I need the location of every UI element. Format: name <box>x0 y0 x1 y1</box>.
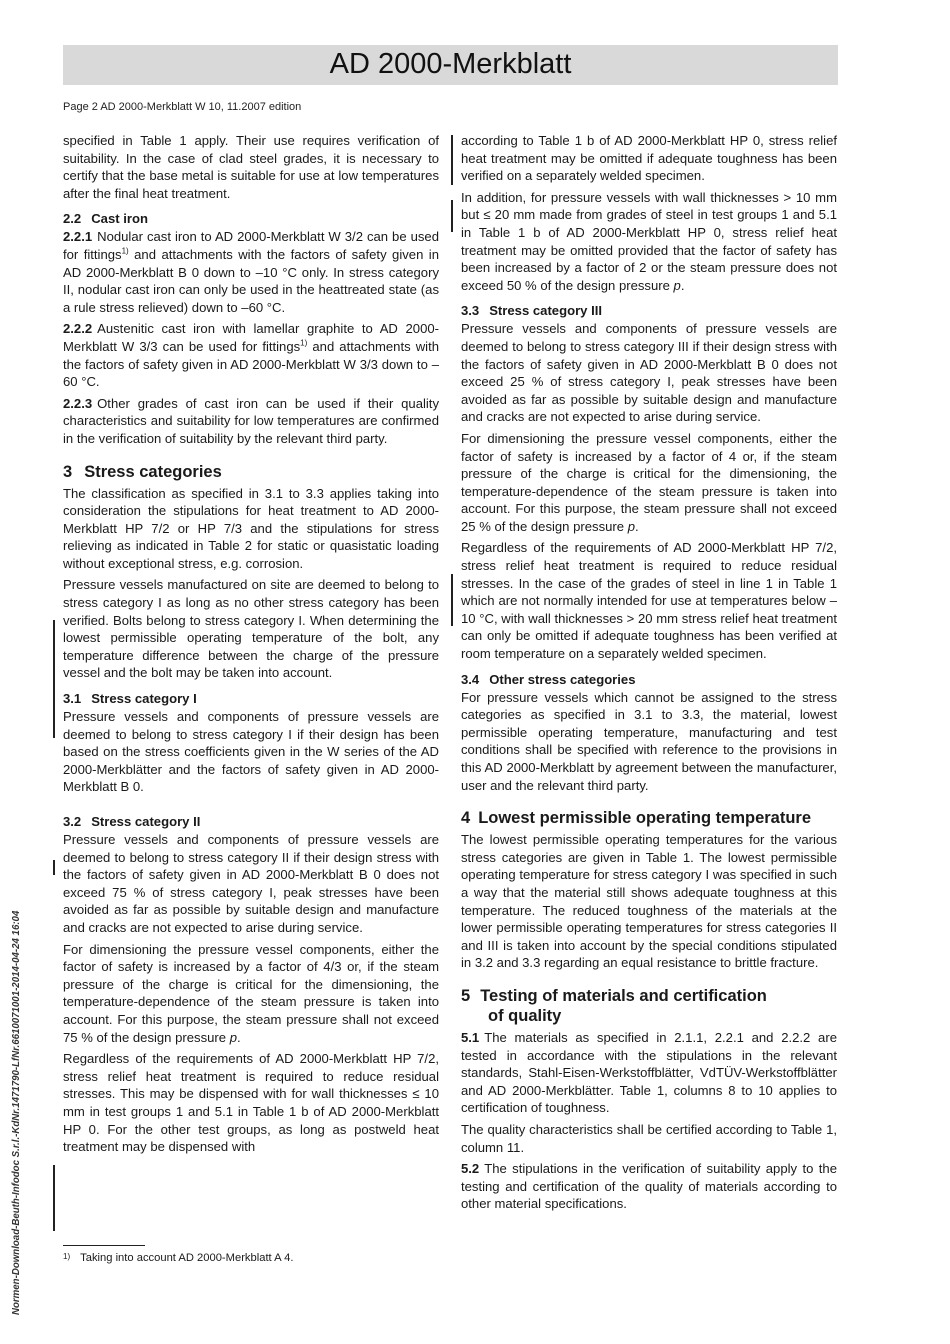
paragraph: The classification as specified in 3.1 to 3.3 applies taking into consideration the stipulations for heat treatment to AD 2000-Merkblatt HP 7/2 or HP 7/3 and the stipulations for stress relieving as indicated in Table 2 for static or quasistatic loading without exceptional stress, e.g. corrosion. <box>63 485 439 571</box>
paragraph-5-2: 5.2 The stipulations in the verification of suitability apply to the testing and certification of the quality of materials according to other material specifications. <box>461 1161 837 1212</box>
paragraph: For pressure vessels which cannot be assigned to the stress categories as specified in 3.1 to 3.3, the material, lowest permissible operating temperature, manufacturing and test conditions shall be specified with reference to the provisions in this AD 2000-Merkblatt by agreement between the manufacturer, user and the relevant third party. <box>461 689 837 793</box>
left-column <box>63 132 439 1160</box>
header-band <box>63 45 838 85</box>
paragraph: according to Table 1 b of AD 2000-Merkblatt HP 0, stress relief heat treatment may be omitted if adequate toughness has been verified on a separately welded specimen. <box>461 133 837 184</box>
paragraph-5-1: 5.1 The materials as specified in 2.1.1, 2.2.1 and 2.2.2 are tested in accordance with the stipulations in the relevant standards, Stahl-Eisen-Werkstoffblätter, VdTÜV-Werkstoffblätter and AD 2000-Merkblätter. Table 1, columns 8 to 10 applies to certification of toughness. <box>461 1029 837 1116</box>
section-heading-3-3: 3.3 Stress category III <box>461 303 603 319</box>
section-heading-2-2: 2.2 Cast iron <box>63 211 148 227</box>
paragraph: Pressure vessels manufactured on site are deemed to belong to stress category I as long as no other stress category has been verified. Bolts belong to stress category I. When determining the lowest permissible operating temperature of the bolt, any temperature difference between the charge of the pressure vessel and the bolt may be taken into account. <box>63 577 439 681</box>
change-bar <box>451 135 453 185</box>
change-bar <box>451 574 453 626</box>
paragraph: In addition, for pressure vessels with wall thicknesses > 10 mm but ≤ 20 mm made from grades of steel in test groups 1 and 5.1 in Table 1 b of AD 2000-Merkblatt HP 0, stress relief heat treatment may be omitted provided that the factor of safety has been increased by a factor of 2 or the steam pressure does not exceed 50 % of the design pressure p. <box>461 189 837 293</box>
section-heading-3-4: 3.4 Other stress categories <box>461 671 636 687</box>
right-column <box>461 132 837 1217</box>
paragraph: The quality characteristics shall be certified according to Table 1, column 11. <box>461 1121 837 1155</box>
paragraph: Pressure vessels and components of pressure vessels are deemed to belong to stress category II if their design stress with the factors of safety given in AD 2000-Merkblatt B 0 does not exceed 75 % of stress category I, peak stresses have been avoided as far as possible by suitable design and manufacture and cracks are not expected to arise during service. <box>63 832 439 935</box>
paragraph-2-2-2: 2.2.2 Austenitic cast iron with lamellar graphite to AD 2000-Merkblatt W 3/3 can be used for fittings$^{1)}$ and attachments with the factors of safety given in AD 2000-Merkblatt W 3/3 down to –60 °C. <box>63 321 439 390</box>
section-heading-3-2: 3.2 Stress category II <box>63 814 201 829</box>
footnote-ref[interactable]: 1) <box>300 338 308 348</box>
section-heading-3-1: 3.1 Stress category I <box>63 691 197 707</box>
section-heading-3: 3 Stress categories <box>63 462 222 481</box>
section-heading-5: 5 Testing of materials and certification of quality <box>461 986 767 1025</box>
paragraph: specified in Table 1 apply. Their use requires verification of suitability. In the case of clad steel grades, it is necessary to certify that the base metal is suitable for use at low temperatures after the final heat treatment. <box>63 133 439 201</box>
footnote: $^{1)}$ Taking into account AD 2000-Merkblatt A 4. <box>63 1252 294 1264</box>
change-bar <box>53 620 55 738</box>
paragraph: Regardless of the requirements of AD 2000-Merkblatt HP 7/2, stress relief heat treatment is required to reduce residual stresses. In the case of the grades of steel in line 1 in Table 1 which are not normally intended for use at temperatures below –10 °C, with wall thicknesses > 20 mm stress relief heat treatment can only be omitted if adequate toughness has been verified at room temperature on a separately welded specimen. <box>461 540 837 662</box>
paragraph: For dimensioning the pressure vessel components, either the factor of safety is increased by a factor of 4/3 or, if the steam pressure of the charge is critical for the dimensioning, the temperature-dependence of the steam pressure is taken into account. For this purpose, the steam pressure shall not exceed 75 % of the design pressure p. <box>63 941 439 1045</box>
footnote-ref[interactable]: 1) <box>121 246 129 256</box>
change-bar <box>53 860 55 875</box>
section-heading-4: 4 Lowest permissible operating temperature <box>461 809 812 828</box>
paragraph: For dimensioning the pressure vessel components, either the factor of safety is increased by a factor of 4 or, if the steam pressure of the charge is critical for the dimensioning, the temperature-dependence of the steam pressure is taken into account. For this purpose, the steam pressure shall not exceed 25 % of the design pressure p. <box>461 430 837 534</box>
document-title: AD 2000-Merkblatt <box>329 48 572 80</box>
footnote-rule <box>63 1245 145 1246</box>
paragraph: The lowest permissible operating temperatures for the various stress categories are given in Table 1. The lowest permissible operating temperature for stress category I was specified in such a way that the material still shows adequate toughness at this temperature. The reduced toughness of the materials at the lower permissible operating temperatures for stress categories II and III is taken into account by the special conditions stipulated in 3.2 and 3.3 regarding an equal resistance to brittle fracture. <box>461 832 837 971</box>
paragraph: Pressure vessels and components of pressure vessels are deemed to belong to stress category III if their design stress with the factors of safety given in AD 2000-Merkblatt B 0 does not exceed 25 % of stress category I, peak stresses have been avoided as far as possible by suitable design and manufacture and cracks are not expected to arise during service. <box>461 321 837 425</box>
paragraph-2-2-1: 2.2.1 Nodular cast iron to AD 2000-Merkblatt W 3/2 can be used for fittings$^{1)}$ and attachments with the factors of safety given in AD 2000-Merkblatt B 0 down to –10 °C only. In stress category II, nodular cast iron can only be used in the heattreated state (as a rule stress relieved) down to –60 °C. <box>63 229 439 315</box>
change-bar <box>53 1165 55 1231</box>
paragraph: Regardless of the requirements of AD 2000-Merkblatt HP 7/2, stress relief heat treatment is required to reduce residual stresses. This may be dispensed with for wall thicknesses ≤ 10 mm in test groups 1 and 5.1 in Table 1 b of AD 2000-Merkblatt HP 0. For the other test groups, as long as postweld heat treatment may be dispensed with <box>63 1051 439 1155</box>
download-stamp: Normen-Download-Beuth-Infodoc S.r.l.-KdNr.1471790-LfNr.6610071001-2014-04-24 16:04 <box>11 910 22 1315</box>
change-bar <box>451 200 453 232</box>
page-info: Page 2 AD 2000-Merkblatt W 10, 11.2007 edition <box>63 101 302 113</box>
paragraph: Pressure vessels and components of pressure vessels are deemed to belong to stress category I if their design has been based on the stress coefficients given in the W series of the AD 2000-Merkblätter and the factors of safety given in AD 2000-Merkblatt B 0. <box>63 709 439 795</box>
paragraph-2-2-3: 2.2.3 Other grades of cast iron can be used if their quality characteristics and suitability for low temperatures are confirmed in the verification of suitability by the relevant third party. <box>63 395 439 446</box>
